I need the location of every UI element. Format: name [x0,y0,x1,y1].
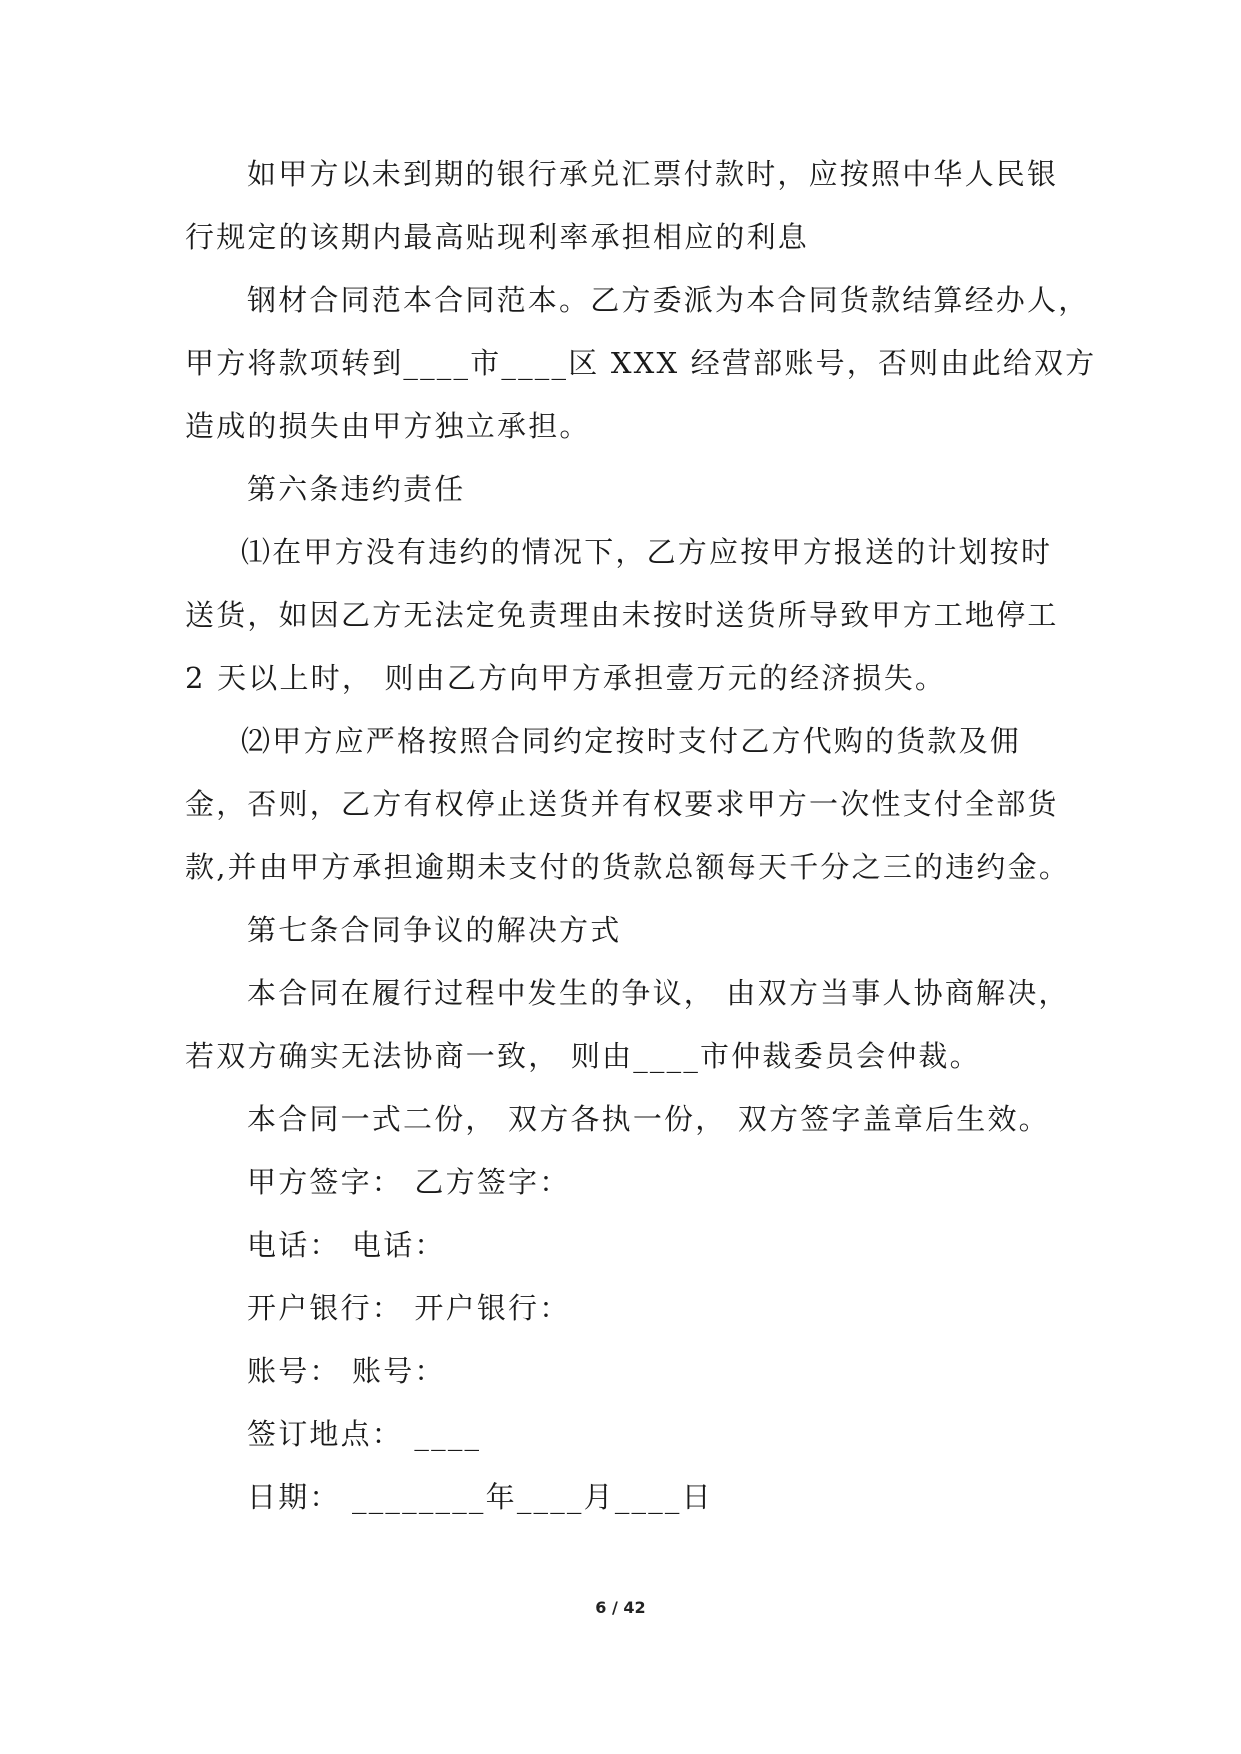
paragraph-line: 本合同一式二份， 双方各执一份， 双方签字盖章后生效。 [247,1102,1050,1136]
paragraph-line: 送货，如因乙方无法定免责理由未按时送货所导致甲方工地停工 [185,598,1059,632]
bank-field: 开户银行： 开户银行： [247,1291,571,1325]
paragraph-line: 造成的损失由甲方独立承担。 [185,409,591,443]
phone-field: 电话： 电话： [247,1228,446,1262]
page-number: 6 / 42 [595,1598,646,1617]
paragraph-line: 若双方确实无法协商一致， 则由____市仲裁委员会仲裁。 [185,1039,981,1073]
signature-field: 甲方签字： 乙方签字： [247,1165,571,1199]
paragraph-line: 钢材合同范本合同范本。乙方委派为本合同货款结算经办人， [247,283,1090,317]
section-heading: 第六条违约责任 [247,472,466,506]
date-field: 日期： ________年____月____日 [247,1480,713,1514]
paragraph-line: 金，否则，乙方有权停止送货并有权要求甲方一次性支付全部货 [185,787,1059,821]
paragraph-line: 如甲方以未到期的银行承兑汇票付款时，应按照中华人民银 [247,157,1059,191]
paragraph-line: ⑴在甲方没有违约的情况下，乙方应按甲方报送的计划按时 [241,535,1053,569]
account-field: 账号： 账号： [247,1354,446,1388]
section-heading: 第七条合同争议的解决方式 [247,913,622,947]
signing-place-field: 签订地点： ____ [247,1417,482,1451]
document-body [185,157,1097,1544]
paragraph-line: 甲方将款项转到____市____区 XXX 经营部账号，否则由此给双方 [185,346,1097,380]
paragraph-line: ⑵甲方应严格按照合同约定按时支付乙方代购的货款及佣 [241,724,1022,758]
paragraph-line: 行规定的该期内最高贴现利率承担相应的利息 [185,220,810,254]
paragraph-line: 本合同在履行过程中发生的争议， 由双方当事人协商解决， [247,976,1070,1010]
paragraph-line: 款,并由甲方承担逾期未支付的货款总额每天千分之三的违约金。 [185,850,1071,884]
paragraph-line: 2 天以上时， 则由乙方向甲方承担壹万元的经济损失。 [185,661,947,695]
